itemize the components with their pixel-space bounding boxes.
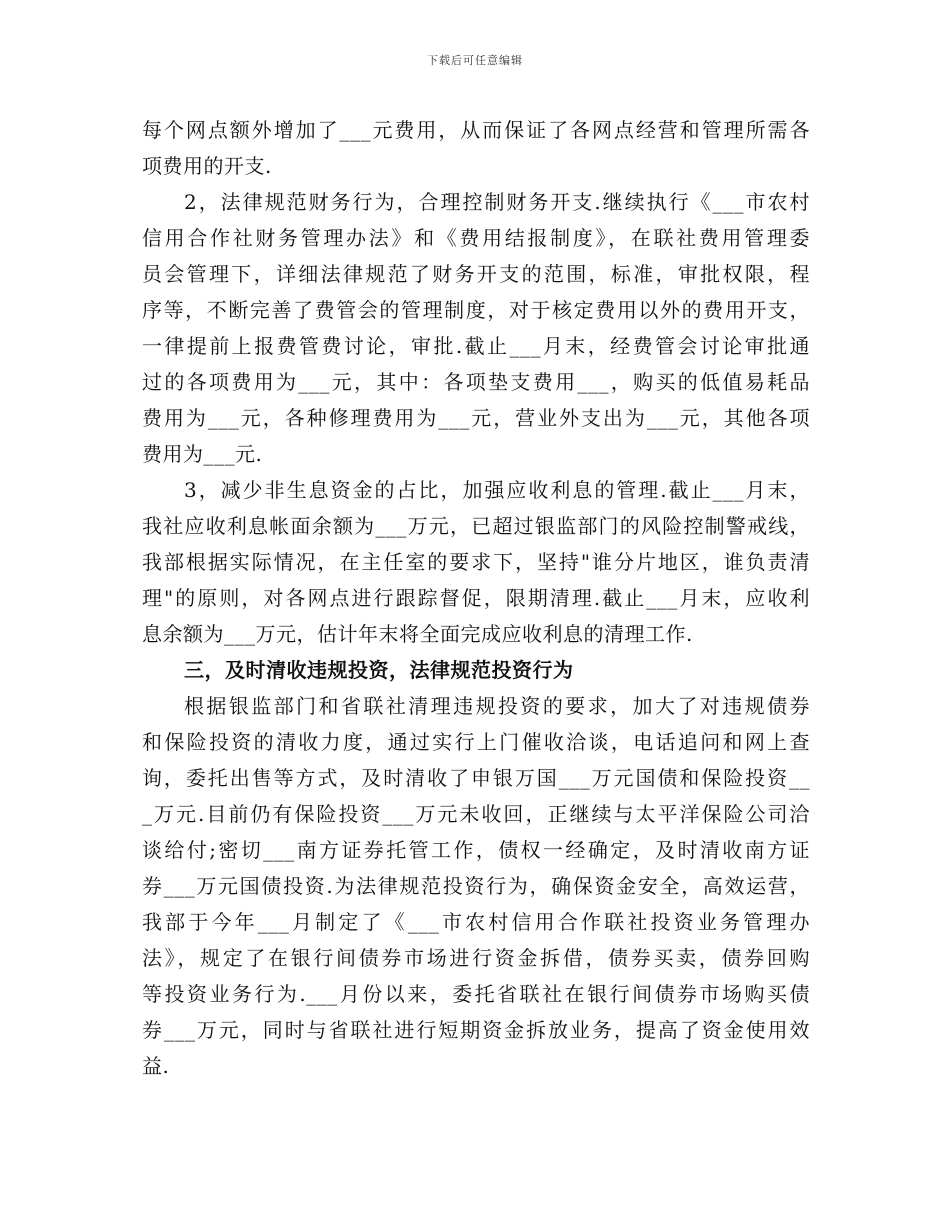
section-heading: 三，及时清收违规投资，法律规范投资行为 (184, 658, 574, 682)
document-body (142, 112, 810, 1084)
text-line: 谈给付;密切___南方证券托管工作，债权一经确定，及时清收南方证 (142, 838, 810, 862)
text-line: 项费用的开支. (142, 154, 272, 178)
text-line: 询，委托出售等方式，及时清收了申银万国___万元国债和保险投资__ (142, 766, 810, 790)
text-line: 理"的原则，对各网点进行跟踪督促，限期清理.截止___月末，应收利 (142, 586, 810, 610)
text-line: 益. (142, 1054, 170, 1078)
text-line: 员会管理下，详细法律规范了财务开支的范围，标准，审批权限，程 (142, 262, 810, 286)
text-line: 我部根据实际情况，在主任室的要求下，坚持"谁分片地区，谁负责清 (142, 550, 810, 574)
text-line: 根据银监部门和省联社清理违规投资的要求，加大了对违规债券 (184, 694, 810, 718)
text-line: 费用为___元. (142, 442, 263, 466)
text-line: 等投资业务行为.___月份以来，委托省联社在银行间债券市场购买债 (142, 982, 810, 1006)
text-line: 过的各项费用为___元，其中：各项垫支费用___，购买的低值易耗品 (142, 370, 810, 394)
text-line: 序等，不断完善了费管会的管理制度，对于核定费用以外的费用开支， (142, 298, 810, 322)
text-line: 我部于今年___月制定了《___市农村信用合作联社投资业务管理办 (142, 910, 810, 934)
text-line: 2，法律规范财务行为，合理控制财务开支.继续执行《___市农村 (184, 190, 810, 214)
text-line: 一律提前上报费管费讨论，审批.截止___月末，经费管会讨论审批通 (142, 334, 810, 358)
text-line: 我社应收利息帐面余额为___万元，已超过银监部门的风险控制警戒线， (142, 514, 810, 538)
text-line: 息余额为___万元，估计年末将全面完成应收利息的清理工作. (142, 622, 693, 646)
text-line: 费用为___元，各种修理费用为___元，营业外支出为___元，其他各项 (142, 406, 810, 430)
text-line: 3，减少非生息资金的占比，加强应收利息的管理.截止___月末， (184, 478, 810, 502)
text-line: 和保险投资的清收力度，通过实行上门催收洽谈，电话追问和网上查 (142, 730, 810, 754)
text-line: 每个网点额外增加了___元费用，从而保证了各网点经营和管理所需各 (142, 118, 810, 142)
text-line: 法》，规定了在银行间债券市场进行资金拆借，债券买卖，债券回购 (142, 946, 810, 970)
text-line: 券___万元，同时与省联社进行短期资金拆放业务，提高了资金使用效 (142, 1018, 810, 1042)
text-line: 券___万元国债投资.为法律规范投资行为，确保资金安全，高效运营， (142, 874, 810, 898)
text-line: _万元.目前仍有保险投资___万元未收回，正继续与太平洋保险公司洽 (142, 802, 810, 826)
text-line: 信用合作社财务管理办法》和《费用结报制度》，在联社费用管理委 (142, 226, 810, 250)
page-header: 下载后可任意编辑 (427, 54, 523, 67)
